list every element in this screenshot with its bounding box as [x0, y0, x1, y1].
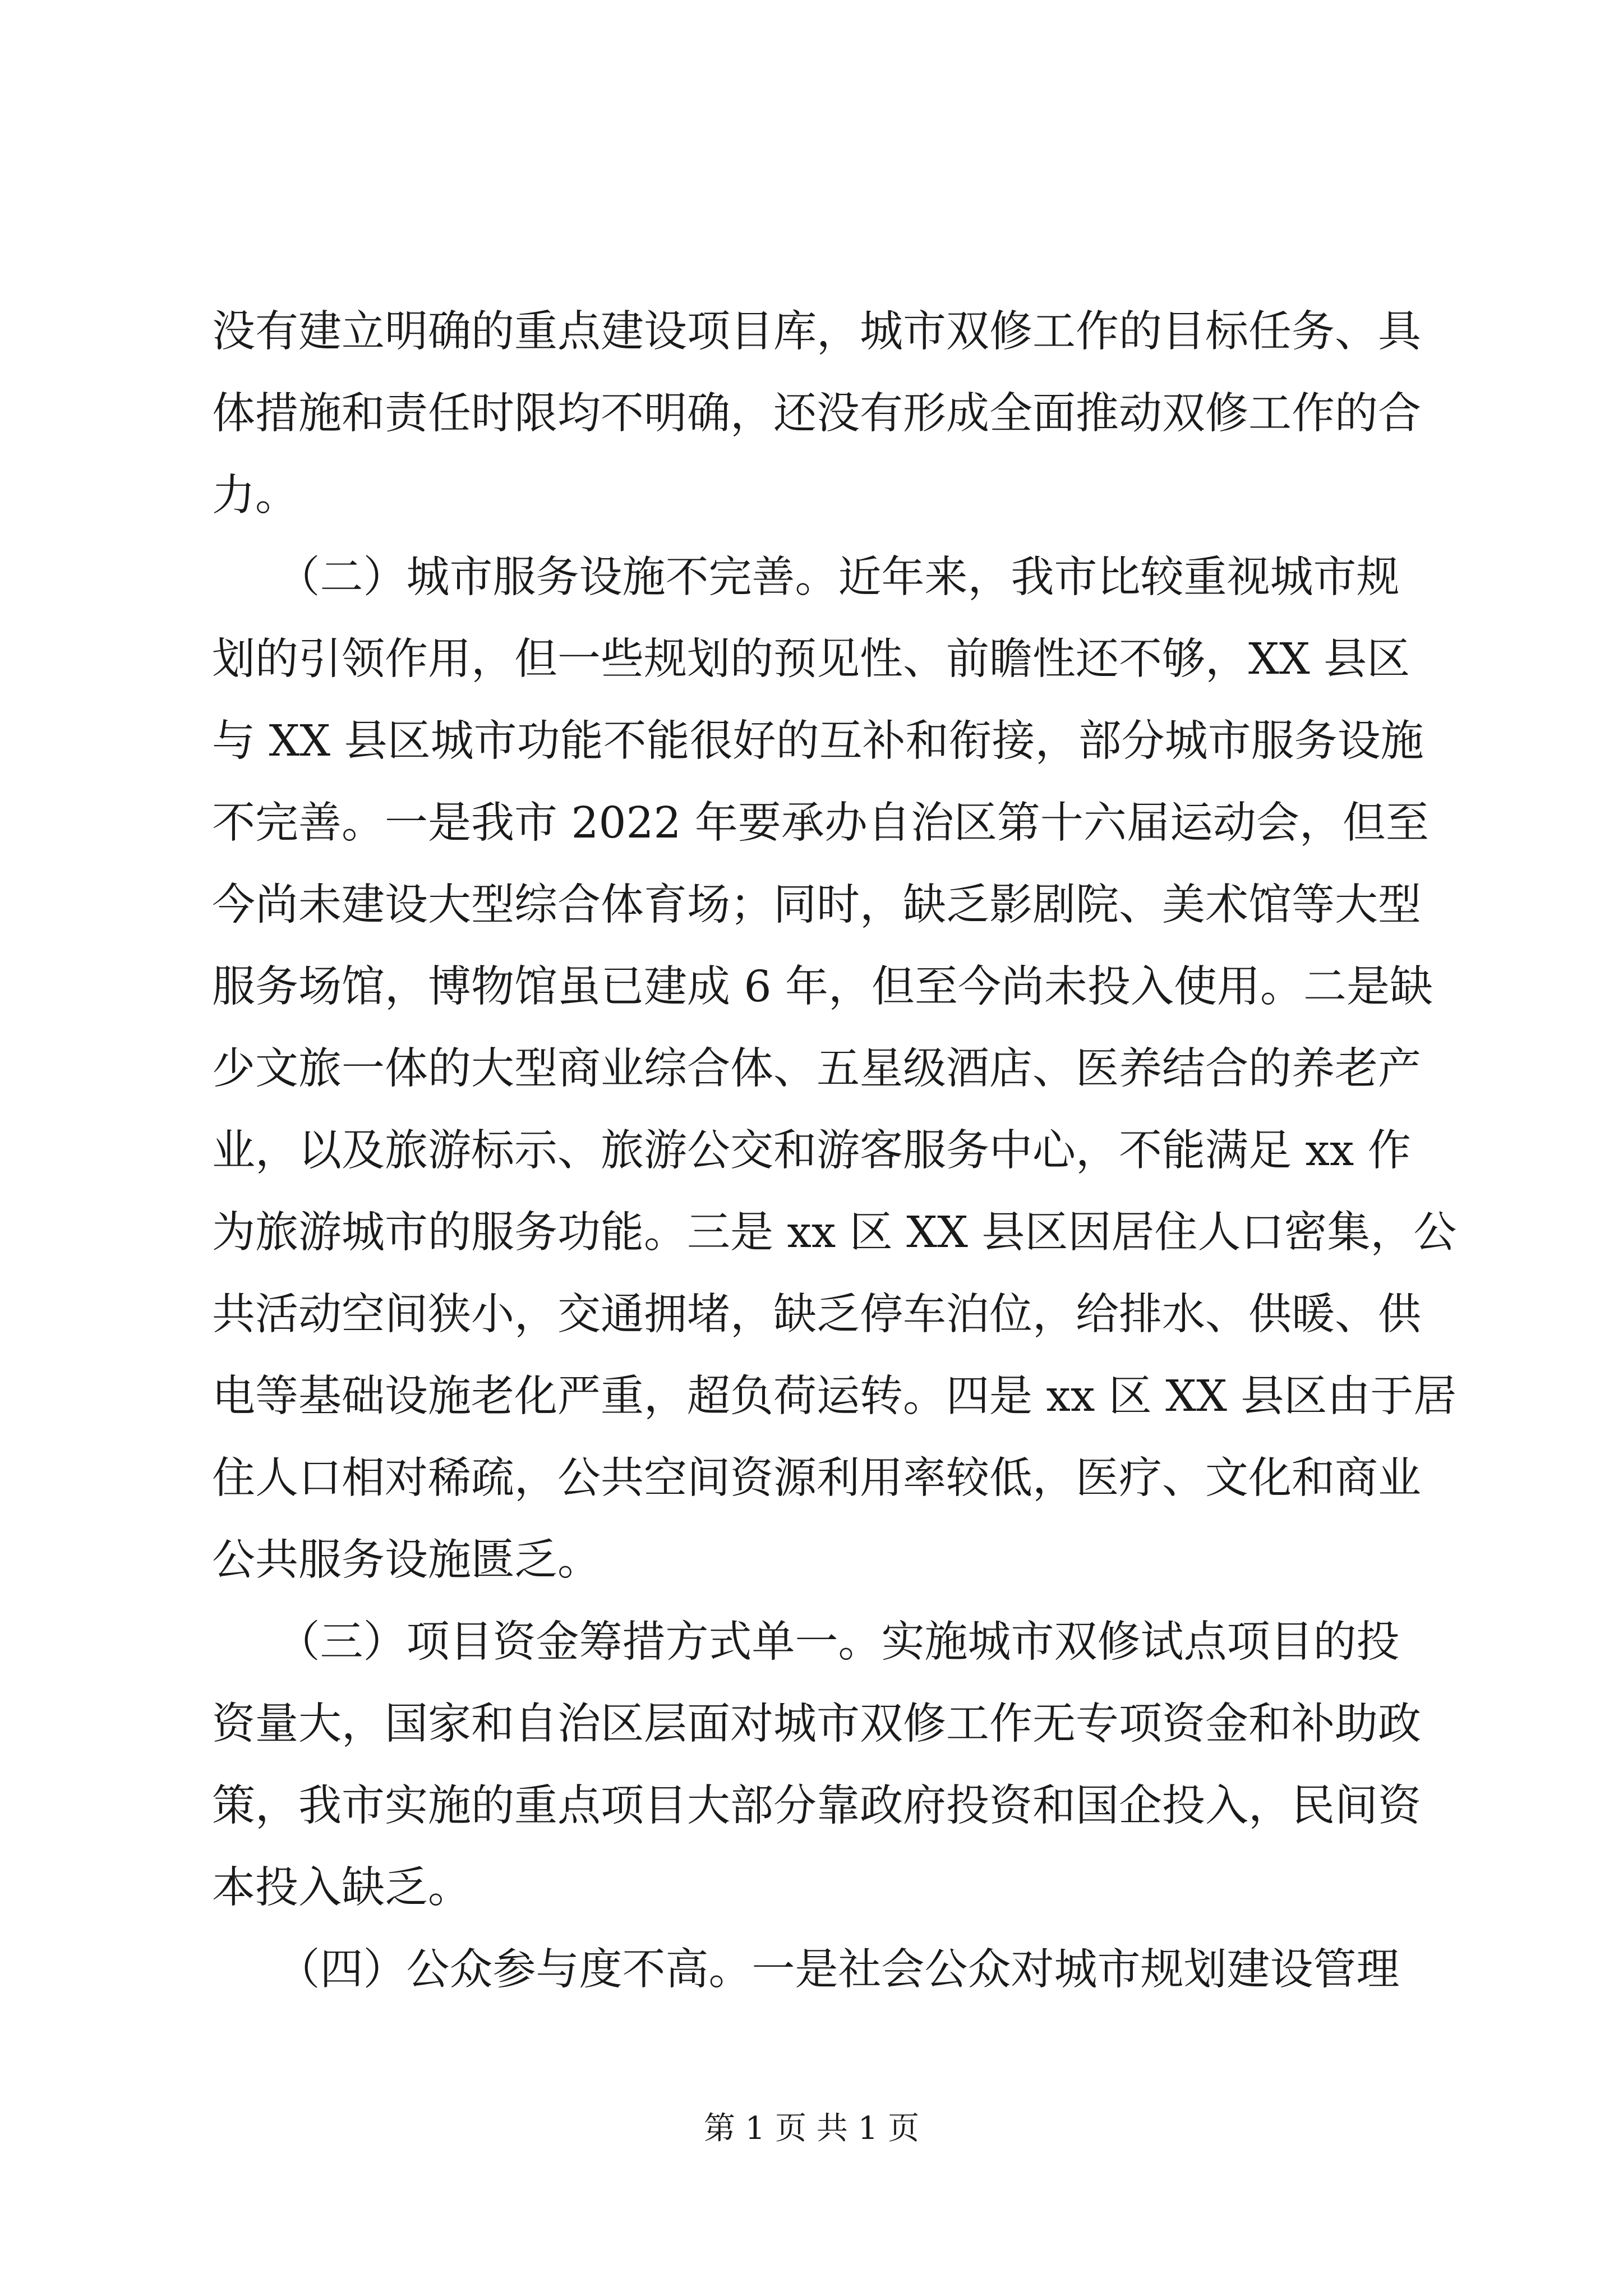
text-line: 策，我市实施的重点项目大部分靠政府投资和国企投入，民间资 — [212, 1781, 1421, 1831]
text-line: （四）公众参与度不高。一是社会公众对城市规划建设管理 — [212, 1945, 1400, 1995]
text-line: 服务场馆，博物馆虽已建成 6 年，但至今尚未投入使用。二是缺 — [212, 962, 1433, 1012]
text-line: 少文旅一体的大型商业综合体、五星级酒店、医养结合的养老产 — [212, 1044, 1421, 1094]
text-line: 力。 — [212, 471, 298, 521]
text-line: 资量大，国家和自治区层面对城市双修工作无专项资金和补助政 — [212, 1699, 1421, 1749]
text-line: （二）城市服务设施不完善。近年来，我市比较重视城市规 — [212, 553, 1400, 602]
text-line: 公共服务设施匮乏。 — [212, 1535, 601, 1585]
text-line: 与 XX 县区城市功能不能很好的互补和衔接，部分城市服务设施 — [212, 716, 1424, 766]
text-line: 体措施和责任时限均不明确，还没有形成全面推动双修工作的合 — [212, 389, 1421, 439]
document-body — [212, 291, 1457, 2011]
text-line: 住人口相对稀疏，公共空间资源利用率较低，医疗、文化和商业 — [212, 1453, 1421, 1503]
text-line: 电等基础设施老化严重，超负荷运转。四是 xx 区 XX 县区由于居 — [212, 1372, 1457, 1421]
text-line: 为旅游城市的服务功能。三是 xx 区 XX 县区因居住人口密集，公 — [212, 1208, 1457, 1258]
text-line: 本投入缺乏。 — [212, 1863, 471, 1913]
text-line: 共活动空间狭小，交通拥堵，缺乏停车泊位，给排水、供暖、供 — [212, 1290, 1421, 1340]
text-line: 划的引领作用，但一些规划的预见性、前瞻性还不够，XX 县区 — [212, 634, 1410, 684]
page-footer: 第 1 页 共 1 页 — [703, 2110, 920, 2147]
text-line: 不完善。一是我市 2022 年要承办自治区第十六届运动会，但至 — [212, 798, 1429, 848]
text-line: 今尚未建设大型综合体育场；同时，缺乏影剧院、美术馆等大型 — [212, 880, 1421, 930]
text-line: （三）项目资金筹措方式单一。实施城市双修试点项目的投 — [212, 1617, 1400, 1667]
text-line: 没有建立明确的重点建设项目库，城市双修工作的目标任务、具 — [212, 307, 1421, 357]
text-line: 业，以及旅游标示、旅游公交和游客服务中心，不能满足 xx 作 — [212, 1126, 1411, 1176]
